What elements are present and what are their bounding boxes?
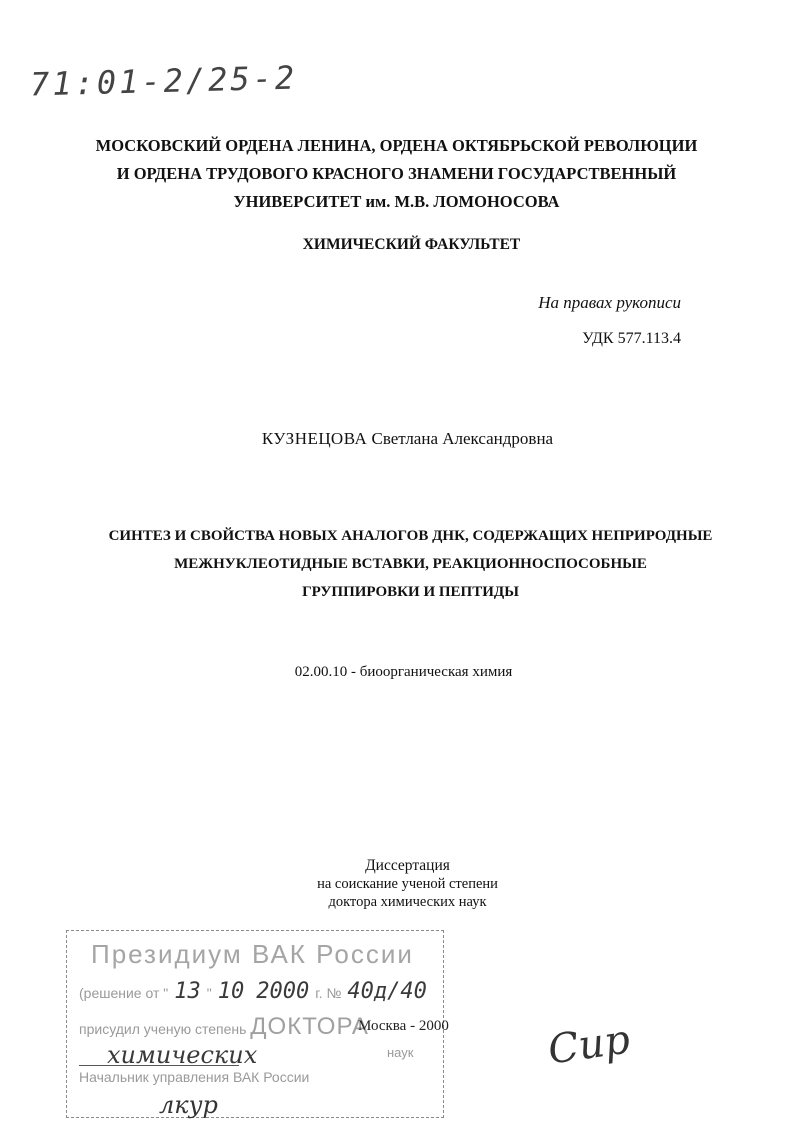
stamp-decision-day: 13 <box>174 979 201 1004</box>
faculty-name: ХИМИЧЕСКИЙ ФАКУЛЬТЕТ <box>302 236 521 253</box>
stamp-title: Президиум ВАК России <box>91 939 414 969</box>
stamp-decision-mid: " <box>206 985 212 1001</box>
stamp-signature: лкур <box>159 1091 218 1119</box>
stamp-decision-prefix: (решение от " <box>79 985 169 1001</box>
university-line: МОСКОВСКИЙ ОРДЕНА ЛЕНИНА, ОРДЕНА ОКТЯБРЬСКОЙ РЕВОЛЮЦИИ <box>95 136 698 155</box>
stamp-decision-number: 40д/40 <box>347 979 427 1004</box>
udk-code: УДК 577.113.4 <box>582 330 681 347</box>
university-name <box>0 132 793 216</box>
stamp-decision-year: 2000 <box>256 979 310 1004</box>
title-line: ГРУППИРОВКИ И ПЕПТИДЫ <box>302 584 519 600</box>
degree-line: доктора химических наук <box>328 894 487 910</box>
stamp-decision-month: 10 <box>217 979 245 1004</box>
stamp-awarded <box>79 1013 369 1041</box>
university-line: УНИВЕРСИТЕТ им. М.В. ЛОМОНОСОВА <box>233 192 560 211</box>
specialty-code: 02.00.10 - биоорганическая химия <box>294 664 513 680</box>
degree-statement <box>0 857 793 911</box>
dissertation-title <box>40 522 753 606</box>
title-line: МЕЖНУКЛЕОТИДНЫЕ ВСТАВКИ, РЕАКЦИОННОСПОСОБНЫЕ <box>174 556 647 572</box>
handwritten-signature: Сир <box>545 1016 633 1074</box>
author-given-names: Светлана Александровна <box>371 429 554 448</box>
city-year: Москва - 2000 <box>358 1018 449 1034</box>
degree-line: Диссертация <box>365 857 450 874</box>
title-line: СИНТЕЗ И СВОЙСТВА НОВЫХ АНАЛОГОВ ДНК, СОДЕРЖАЩИХ НЕПРИРОДНЫЕ <box>108 528 713 544</box>
stamp-field-handwritten: химических <box>107 1041 258 1069</box>
university-line: И ОРДЕНА ТРУДОВОГО КРАСНОГО ЗНАМЕНИ ГОСУДАРСТВЕННЫЙ <box>116 164 677 183</box>
stamp-awarded-degree: ДОКТОРА <box>250 1013 369 1040</box>
stamp-head-title: Начальник управления ВАК России <box>79 1069 310 1085</box>
stamp-decision-suffix: г. № <box>315 985 342 1001</box>
stamp-sciences: наук <box>387 1045 414 1060</box>
stamp-divider <box>79 1065 239 1066</box>
stamp-decision <box>79 979 433 1004</box>
degree-line: на соискание ученой степени <box>317 876 498 892</box>
archive-code-handwritten: 71:01-2/25-2 <box>29 58 298 104</box>
manuscript-note: На правах рукописи <box>538 293 681 312</box>
stamp-awarded-prefix: присудил ученую степень <box>79 1021 247 1037</box>
author-surname: КУЗНЕЦОВА <box>261 429 368 448</box>
author-name <box>0 429 793 449</box>
